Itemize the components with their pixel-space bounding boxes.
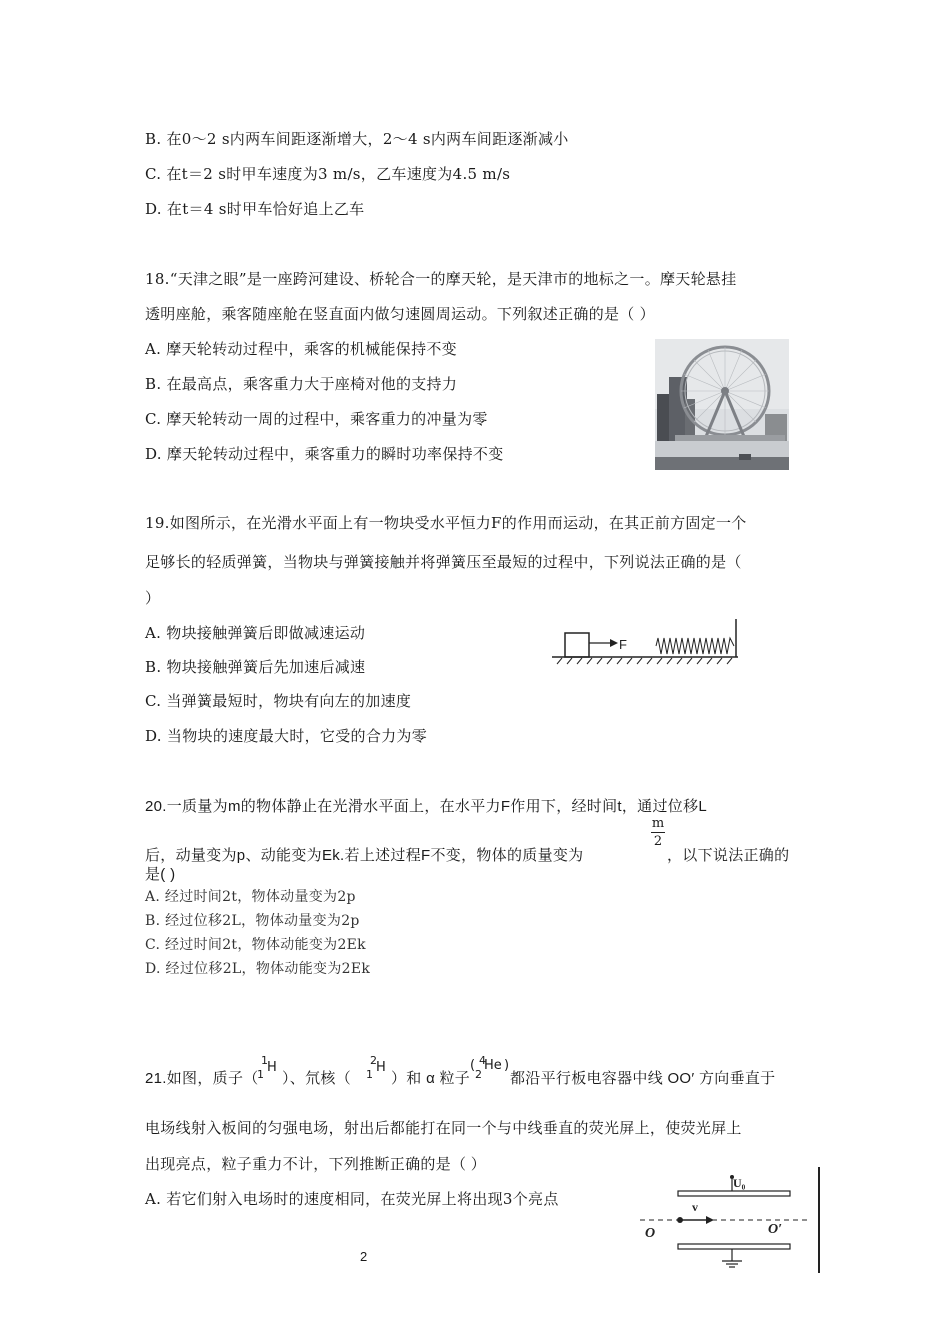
- q20-stem-3: 是( ): [145, 866, 176, 883]
- u0-label: U₀: [733, 1176, 746, 1190]
- page-number: 2: [360, 1249, 368, 1264]
- capacitor-diagram: [640, 1165, 830, 1279]
- force-label: F: [619, 637, 627, 652]
- q21-stem-1c: ）和 α 粒子: [391, 1070, 471, 1087]
- q17-option-b: B. 在0～2 s内两车间距逐渐增大，2～4 s内两车间距逐渐减小: [145, 130, 569, 148]
- q19-option-d: D. 当物块的速度最大时，它受的合力为零: [145, 727, 428, 745]
- q20-stem-2-tail: ，以下说法正确的: [667, 847, 790, 864]
- q18-stem-1: 18.“天津之眼”是一座跨河建设、桥轮合一的摩天轮，是天津市的地标之一。摩天轮悬挂: [145, 270, 737, 288]
- q19-stem-1: 19.如图所示，在光滑水平面上有一物块受水平恒力F的作用而运动，在其正前方固定一个: [145, 514, 747, 532]
- q19-stem-3: ）: [145, 589, 161, 607]
- q21-stem-2: 电场线射入板间的匀强电场，射出后都能打在同一个与中线垂直的荧光屏上，使荧光屏上: [145, 1120, 742, 1137]
- q20-stem-1: 20.一质量为m的物体静止在光滑水平面上，在水平力F作用下，经时间t，通过位移L: [145, 798, 708, 815]
- q21-option-a: A. 若它们射入电场时的速度相同，在荧光屏上将出现3个亮点: [145, 1190, 559, 1208]
- q21-stem-1a: 21.如图，质子（: [145, 1070, 259, 1087]
- q20-option-c: C. 经过时间2t，物体动能变为2Ek: [145, 937, 366, 953]
- ferris-wheel-photo: [655, 339, 789, 470]
- q21-stem-1b: ）、氘核（: [282, 1070, 352, 1087]
- q19-option-c: C. 当弹簧最短时，物块有向左的加速度: [145, 692, 412, 710]
- o-label: O: [645, 1226, 656, 1241]
- q20-option-a: A. 经过时间2t，物体动量变为2p: [145, 889, 356, 905]
- q19-option-a: A. 物块接触弹簧后即做减速运动: [145, 624, 366, 642]
- q18-option-c: C. 摩天轮转动一周的过程中，乘客重力的冲量为零: [145, 410, 488, 428]
- q18-stem-2: 透明座舱，乘客随座舱在竖直面内做匀速圆周运动。下列叙述正确的是（ ）: [145, 305, 655, 323]
- q18-option-b: B. 在最高点，乘客重力大于座椅对他的支持力: [145, 375, 458, 393]
- q18-option-d: D. 摩天轮转动过程中，乘客重力的瞬时功率保持不变: [145, 445, 504, 463]
- q19-option-b: B. 物块接触弹簧后先加速后减速: [145, 658, 366, 676]
- q20-stem-2: 后，动量变为p、动能变为Ek.若上述过程F不变，物体的质量变为: [145, 847, 584, 864]
- o-prime-label: O′: [768, 1222, 783, 1237]
- spring-block-diagram: [548, 616, 743, 670]
- q20-option-b: B. 经过位移2L，物体动量变为2p: [145, 913, 360, 929]
- q17-option-c: C. 在t＝2 s时甲车速度为3 m/s，乙车速度为4.5 m/s: [145, 165, 511, 183]
- fraction-m-over-2: m 2: [651, 816, 665, 849]
- q20-option-d: D. 经过位移2L，物体动能变为2Ek: [145, 961, 371, 977]
- velocity-label: v: [692, 1200, 698, 1214]
- q17-option-d: D. 在t＝4 s时甲车恰好追上乙车: [145, 200, 365, 218]
- q19-stem-2: 足够长的轻质弹簧，当物块与弹簧接触并将弹簧压至最短的过程中，下列说法正确的是（: [145, 553, 742, 571]
- q21-stem-1d: 都沿平行板电容器中线 OO′ 方向垂直于: [510, 1070, 776, 1087]
- q21-stem-3: 出现亮点，粒子重力不计，下列推断正确的是（ ）: [145, 1156, 487, 1173]
- q18-option-a: A. 摩天轮转动过程中，乘客的机械能保持不变: [145, 340, 457, 358]
